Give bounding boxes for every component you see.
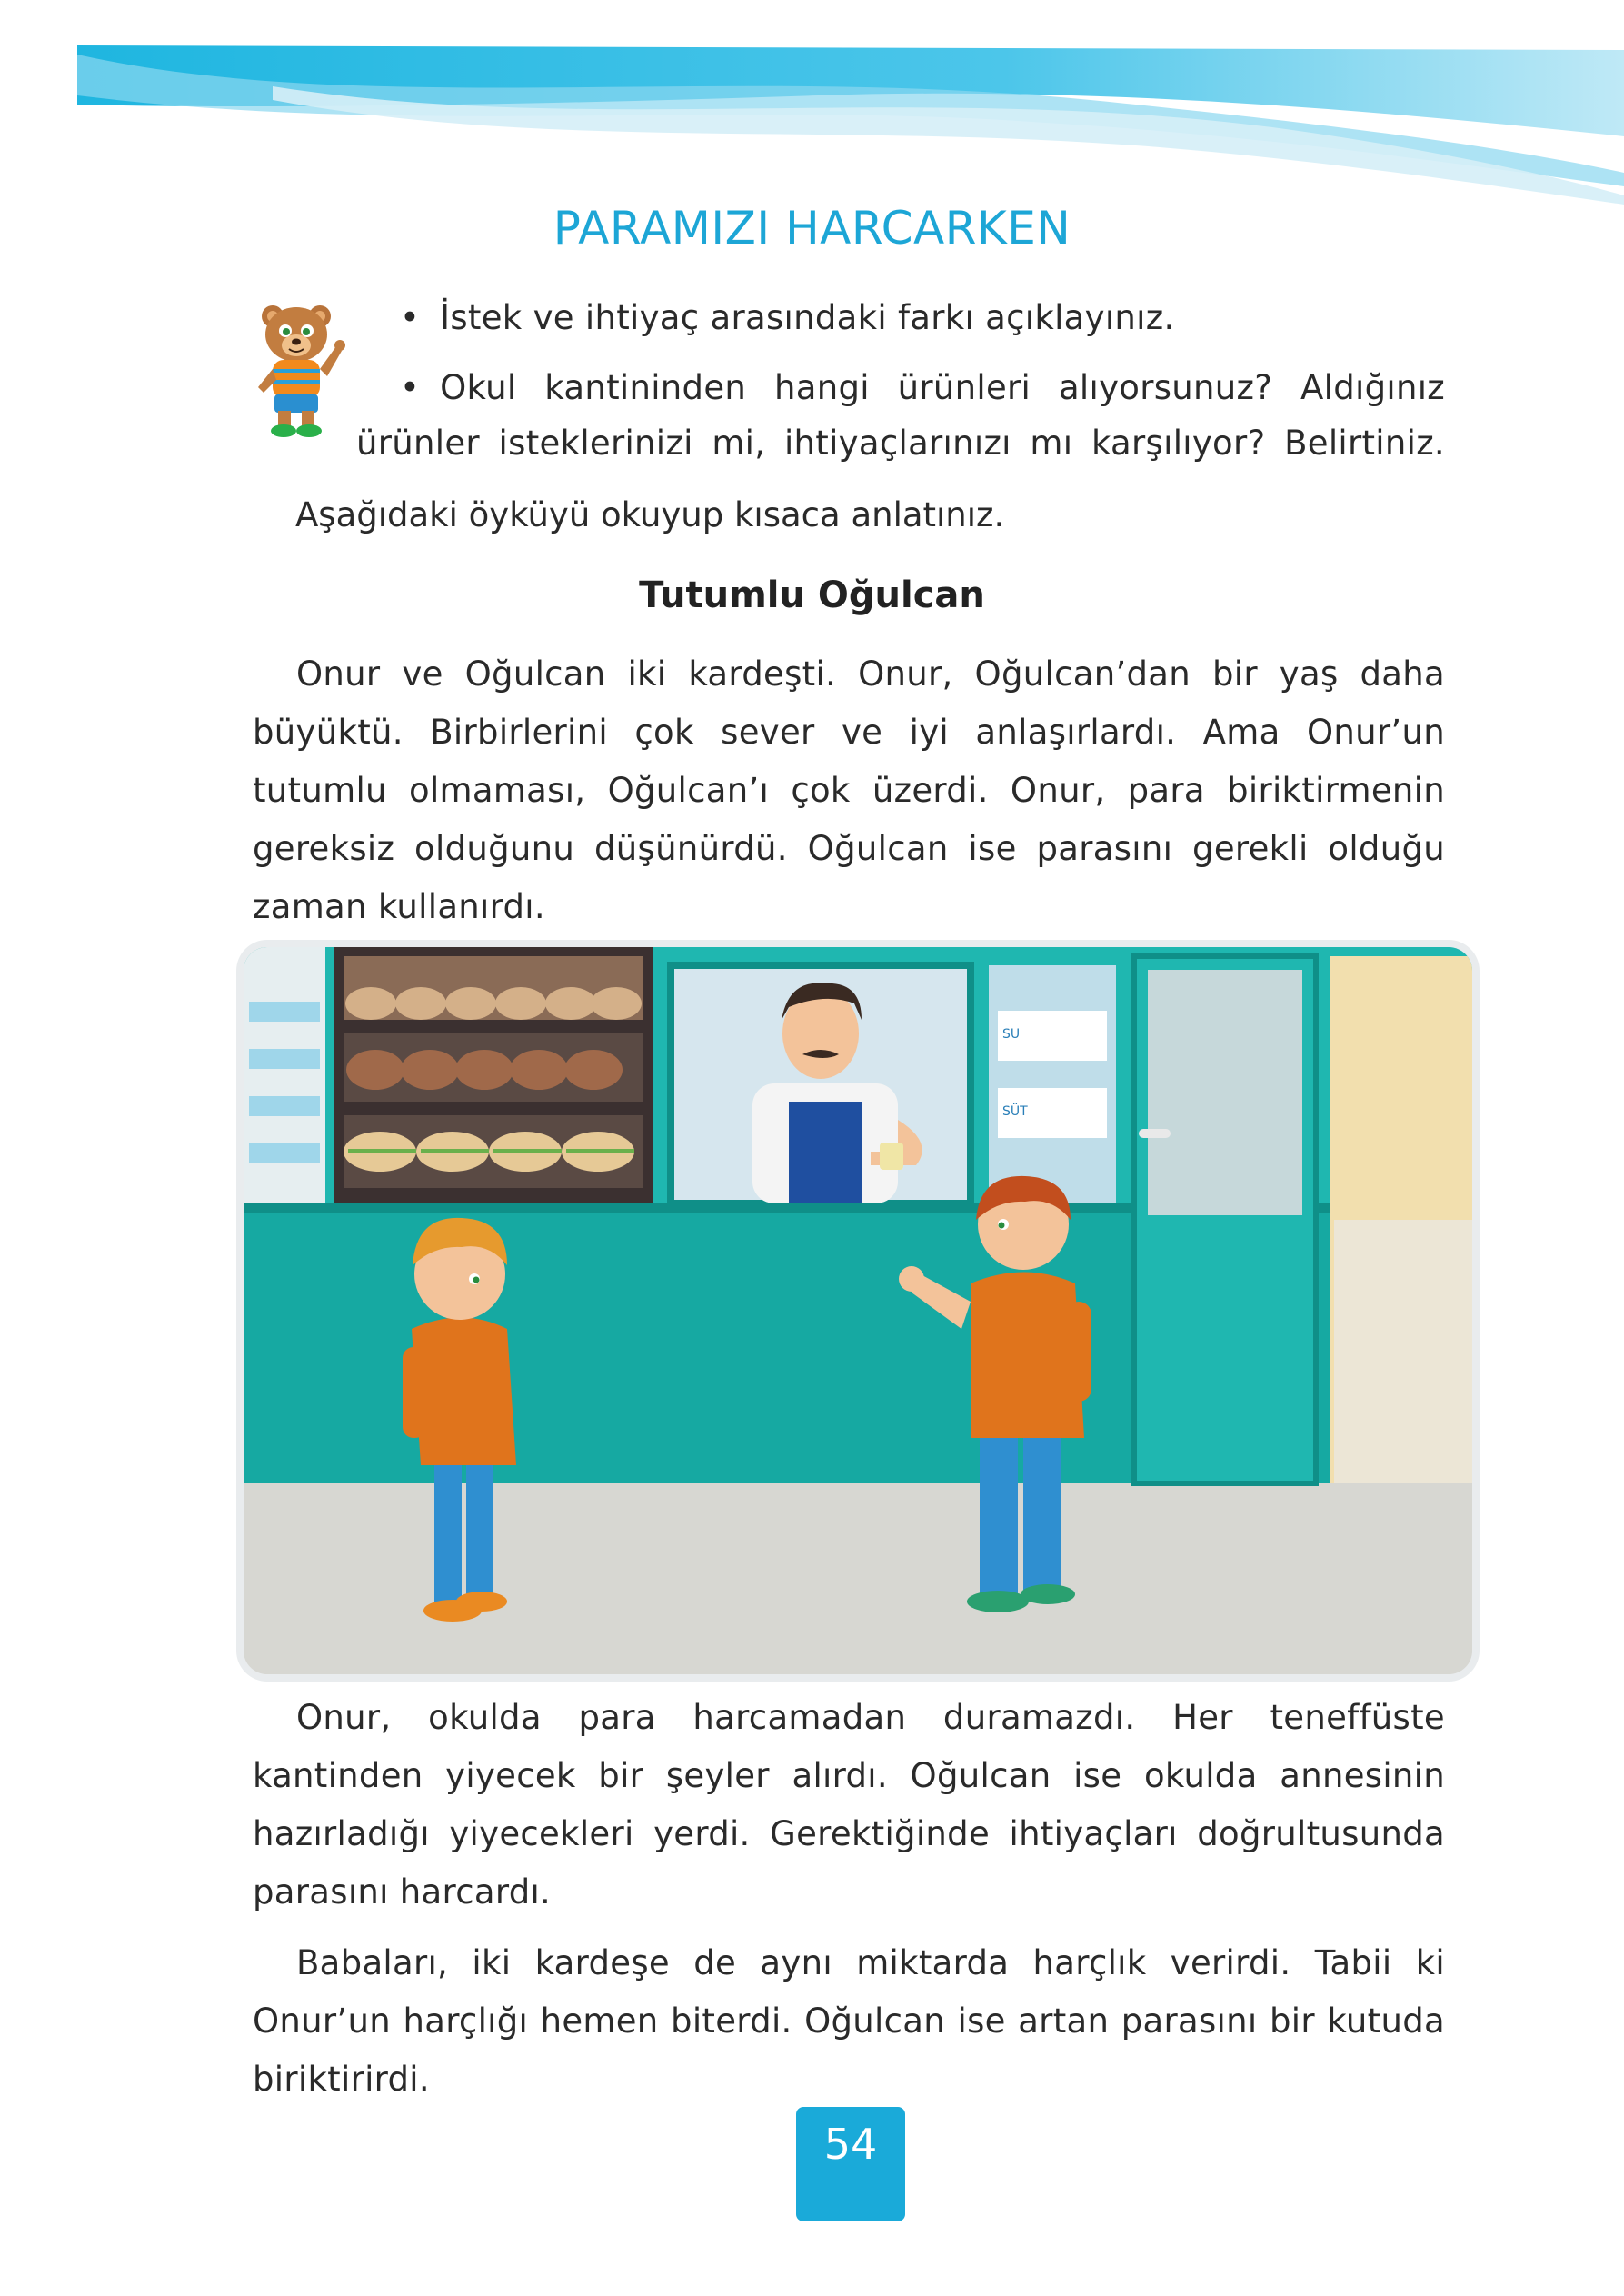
bear-mascot-icon	[245, 296, 350, 442]
canteen-illustration	[244, 947, 1472, 1674]
reading-instruction: Aşağıdaki öyküyü okuyup kısaca anlatınız.	[295, 495, 1005, 534]
page-number-badge	[796, 2107, 905, 2221]
story-paragraph-3: Babaları, iki kardeşe de aynı miktarda harçlık verirdi. Tabii ki Onur’un harçlığı hemen biterdi. Oğulcan ise artan parasını bir kutuda biriktirirdi.	[253, 1943, 1445, 2099]
story-paragraph-1: Onur ve Oğulcan iki kardeşti. Onur, Oğulcan’dan bir yaş daha büyüktü. Birbirlerini çok sever ve iyi anlaşırlardı. Ama Onur’un tutumlu olmaması, Oğulcan’ı çok üzerdi. Onur, para biriktirmenin gereksiz olduğunu düşünürdü. Oğulcan ise parasını gerekli olduğu zaman kullanırdı.	[253, 654, 1445, 926]
intro-bullet-2-continued	[356, 421, 1445, 466]
intro-bullet-1-text: İstek ve ihtiyaç arasındaki farkı açıklayınız.	[440, 298, 1175, 337]
intro-bullet-2-line-1: Okul kantininden hangi ürünleri alıyorsunuz? Aldığınız	[440, 368, 1445, 407]
intro-bullet-2	[400, 365, 1445, 411]
story-paragraph-2: Onur, okulda para harcamadan duramazdı. Her teneffüste kantinden yiyecek bir şeyler alırdı. Oğulcan ise okulda annesinin hazırladığı yiyecekleri yerdi. Gerektiğinde ihtiyaçları doğrultusunda parasını harcardı.	[253, 1698, 1445, 1912]
intro-bullet-2-line-2: ürünler isteklerinizi mi, ihtiyaçlarınızı mı karşılıyor? Belirtiniz.	[356, 424, 1445, 463]
page-title: PARAMIZI HARCARKEN	[553, 202, 1071, 255]
intro-bullet-1	[400, 295, 1175, 341]
page-number: 54	[823, 2120, 878, 2169]
water-label: SU	[1002, 1027, 1021, 1042]
bullet-icon: •	[400, 368, 421, 407]
header-wave-banner	[0, 0, 1624, 209]
bullet-icon: •	[400, 298, 421, 337]
story-title: Tutumlu Oğulcan	[639, 574, 985, 616]
milk-label: SÜT	[1002, 1104, 1028, 1119]
